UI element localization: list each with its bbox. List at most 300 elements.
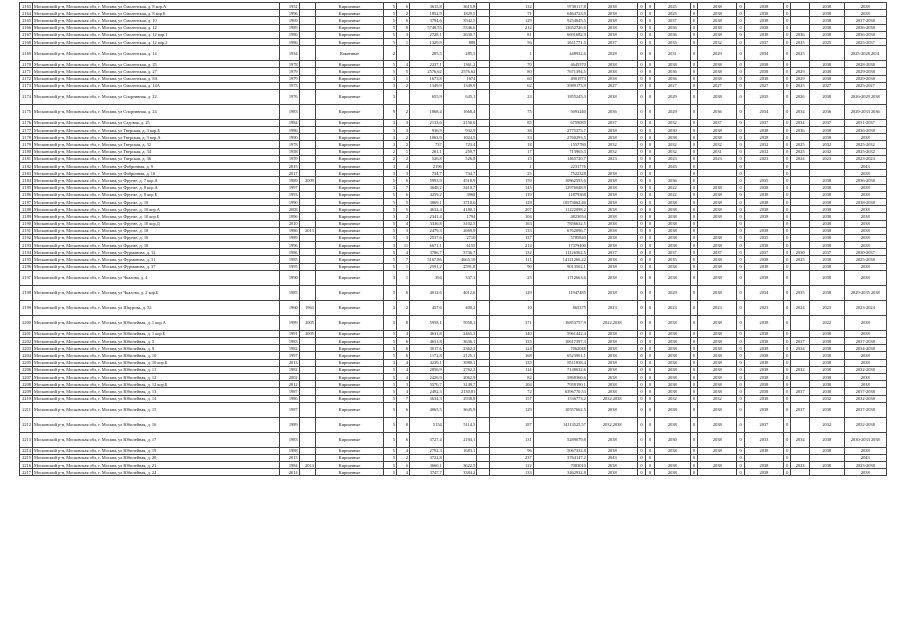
table-cell: 0 [637,17,646,24]
table-cell: 2032 [654,148,690,155]
table-cell [443,454,477,461]
table-row [20,447,887,454]
table-cell: 1984 [280,119,300,126]
table-cell [477,462,490,469]
table-cell: 2038 [844,469,886,476]
table-cell: 0 [637,68,646,75]
table-cell: 1983 [280,338,300,345]
table-cell [809,46,844,61]
table-cell: 2029-2038 [844,68,886,75]
table-cell: 2037-2038 [844,338,886,345]
table-cell: 2043 [587,454,637,461]
table-cell: 4518,9 [443,177,477,184]
table-cell: 168 [490,352,533,359]
table-cell [299,38,315,45]
table-cell: 2038 [809,75,844,82]
table-cell: 3 [397,227,410,234]
table-cell: 0 [637,388,646,395]
table-cell: 2036 [654,75,690,82]
table-cell: 2013 [280,359,300,366]
table-cell: 457,6 [410,300,444,315]
table-cell: 2037-2038 [844,17,886,24]
table-cell: 4 [397,61,410,68]
address-cell: Московский р-н, Московская обл, г. Москва, ул Спортивная, д. 24 [33,104,280,119]
table-cell: 2204 [20,352,33,359]
table-cell: 0 [637,24,646,31]
table-cell: 2038 [844,220,886,227]
table-cell: 3149,7 [443,381,477,388]
table-cell: 2038 [809,213,844,220]
table-cell [791,24,809,31]
table-cell: 2038 [654,198,690,205]
table-row [20,242,887,249]
table-cell: 6671,1 [410,242,444,249]
address-cell: Московский р-н, Московская обл, г. Москва, ул Юбилейная, д. 20 [33,454,280,461]
table-cell [477,213,490,220]
table-cell: 23 [490,89,533,104]
table-cell: 2023 [587,155,637,162]
table-cell [791,206,809,213]
table-cell: 2038 [744,206,783,213]
table-cell: 2030-2033 2038 [844,432,886,447]
table-cell: 0 [646,198,655,205]
table-cell: 2 [397,300,410,315]
table-cell: Кирпичные [315,148,383,155]
table-cell: 6 [397,17,410,24]
table-row [20,141,887,148]
table-cell: 4180,1 [443,206,477,213]
table-cell: 2362,2 [443,345,477,352]
table-cell: 2176 [20,119,33,126]
table-cell: 0 [690,61,698,68]
table-cell [809,170,844,177]
table-row [20,270,887,285]
table-cell: 936,9 [410,127,444,134]
table-cell: 0 [783,315,791,330]
table-cell: 0 [637,300,646,315]
table-cell: 85 [490,119,533,126]
table-cell: 0 [783,395,791,402]
table-cell: 2217 [20,469,33,476]
table-cell: 6 [397,3,410,10]
table-cell [477,402,490,417]
table-cell: 5785840 [533,234,587,241]
table-cell: 0 [690,270,698,285]
table-cell: 2015 [280,163,300,170]
table-cell: 0 [737,234,745,241]
table-cell: 448932,6 [533,46,587,61]
address-cell: Московский р-н, Московская обл, г. Москва, ул Смоленская, д. 12 кор.1 [33,31,280,38]
table-cell: 2032 [809,141,844,148]
table-cell: 0 [637,177,646,184]
table-cell: 4065,5 [410,402,444,417]
table-cell: 2038 [844,263,886,270]
table-cell: 5 [384,38,397,45]
table-cell: 159 [490,177,533,184]
table-cell: 2038 [809,206,844,213]
table-cell: 1 [490,46,533,61]
table-cell [299,24,315,31]
table-cell: 3542,5 [443,17,477,24]
table-row [20,198,887,205]
address-cell: Московский р-н, Московская обл, г. Москва, ул Смоленская, д. 14 [33,46,280,61]
table-cell: 3989173,9 [533,82,587,89]
table-cell: 4 [397,359,410,366]
table-cell [299,206,315,213]
table-cell [299,127,315,134]
table-cell [791,220,809,227]
table-cell: 2026 [791,89,809,104]
table-cell: 5 [384,234,397,241]
table-cell: Кирпичные [315,432,383,447]
table-cell: 0 [737,3,745,10]
table-cell: 1987 [280,402,300,417]
table-cell: 1361,2 [443,61,477,68]
table-cell: 0 [737,46,745,61]
table-cell: 90 [490,263,533,270]
table-cell: 6523901,1 [533,352,587,359]
table-cell: 2038 [844,227,886,234]
address-cell: Московский р-н, Московская обл, г. Москва, ул Фрунзе, д. 16 [33,234,280,241]
table-cell: 2038 [698,234,737,241]
table-cell: 4 [397,249,410,256]
table-cell: 2231776 [533,163,587,170]
table-cell: 2038 [587,432,637,447]
table-cell: 2038 [654,373,690,380]
table-cell: 1982 [280,366,300,373]
table-row [20,177,887,184]
table-cell: 2198 [20,285,33,300]
address-cell: Московский р-н, Московская обл, г. Москва, ул Юбилейная, д. 1 кор.А [33,315,280,330]
address-cell: Московский р-н, Московская обл, г. Москва, ул Юбилейная, д. 12 кор.Б [33,381,280,388]
table-cell: 2027 [698,82,737,89]
table-cell: 0 [646,462,655,469]
table-cell: 1989 [280,24,300,31]
table-cell: 0 [690,388,698,395]
table-cell: 3722,8 [410,454,444,461]
table-cell: 187 [490,417,533,432]
table-cell: 0 [637,330,646,337]
table-cell: 2038 [654,462,690,469]
table-cell [299,234,315,241]
table-cell [477,249,490,256]
table-cell: 2038 [744,24,783,31]
table-cell [791,454,809,461]
table-cell: 10 [490,300,533,315]
table-cell: Кирпичные [315,352,383,359]
table-cell: 0 [637,352,646,359]
table-cell: 2038 [809,3,844,10]
table-cell: 737 [410,141,444,148]
table-cell: 2037 [791,338,809,345]
table-cell: 2576,62 [443,68,477,75]
address-cell: Московский р-н, Московская обл, г. Москва, ул Юбилейная, д. 12 [33,373,280,380]
table-cell: 1 [397,148,410,155]
table-cell: 2205 [20,359,33,366]
table-cell: 2038 [698,263,737,270]
table-cell [477,61,490,68]
address-cell: Московский р-н, Московская обл, г. Москва, ул Фрунзе, д. 10 кор.Д [33,220,280,227]
table-cell: 0 [737,17,745,24]
table-cell: 3 [397,170,410,177]
table-row [20,373,887,380]
table-cell: 0 [637,402,646,417]
table-cell: 6 [397,338,410,345]
table-cell: 2038 [744,68,783,75]
table-cell: 0 [690,469,698,476]
table-cell: 2023-2024 [844,300,886,315]
address-cell: Московский р-н, Московская обл, г. Москва, ул Смоленская, д. 27 [33,68,280,75]
table-cell: 2032 [809,395,844,402]
table-cell: 6464723,9 [533,10,587,17]
table-cell: 0 [637,89,646,104]
table-cell [299,417,315,432]
table-cell: 2037 [744,417,783,432]
table-row [20,17,887,24]
table-cell: 1673,8 [410,75,444,82]
table-row [20,38,887,45]
table-cell [299,155,315,162]
table-cell: 10557662,5 [533,402,587,417]
table-cell: 16853757,9 [533,315,587,330]
table-cell [477,191,490,198]
table-cell: 2037-2038 [844,402,886,417]
table-cell [477,89,490,104]
table-cell: 0 [783,242,791,249]
table-cell: 0 [646,359,655,366]
table-cell: 0 [646,234,655,241]
table-cell: 133 [490,227,533,234]
table-cell [299,381,315,388]
table-cell: 2038 [587,285,637,300]
table-cell: 4645570 [533,61,587,68]
table-cell: 2038 [809,17,844,24]
table-cell: Кирпичные [315,104,383,119]
table-cell: 2025-2032 [844,148,886,155]
table-cell: 2038 [587,234,637,241]
table-cell: 0 [637,198,646,205]
table-cell [791,177,809,184]
table-cell: 5 [384,285,397,300]
table-row [20,263,887,270]
table-cell: 2630,7 [443,31,477,38]
table-cell [791,330,809,337]
table-cell: 5958,1 [443,315,477,330]
table-cell: Кирпичные [315,263,383,270]
address-cell: Московский р-н, Московская обл, г. Москва, ул Юбилейная, д. 15 [33,402,280,417]
table-cell: 2038 [654,134,690,141]
table-cell: 3 [397,127,410,134]
table-cell: 0 [783,170,791,177]
table-cell: 2038 [587,24,637,31]
table-cell [477,148,490,155]
table-cell: Кирпичные [315,68,383,75]
table-cell: 2030-2037 [844,249,886,256]
table-cell: 0 [646,184,655,191]
table-cell [791,184,809,191]
table-cell: 2038 [654,338,690,345]
table-cell: 526,8 [410,155,444,162]
table-cell [477,388,490,395]
table-cell: 0 [646,155,655,162]
table-cell [443,163,477,170]
table-cell: 2032 [791,366,809,373]
table-cell: 0 [783,454,791,461]
table-cell [299,395,315,402]
table-cell: 0 [737,249,745,256]
table-cell: 38 [490,127,533,134]
table-cell: 0 [690,381,698,388]
table-cell: 2038 [654,381,690,388]
table-cell: 888 [443,38,477,45]
table-cell: 2028-2038 [844,61,886,68]
table-cell: 3384,2 [443,469,477,476]
table-cell: 2038 [744,373,783,380]
table-cell: 111 [490,256,533,263]
table-cell: 2038 [844,330,886,337]
table-cell: 2025-2028 2031 [844,46,886,61]
table-cell: 5 [384,68,397,75]
table-cell: 0 [690,184,698,191]
table-cell: 2038 [844,184,886,191]
table-cell: 1985 [280,256,300,263]
table-cell: 0 [690,220,698,227]
table-cell: 4632,4 [410,206,444,213]
table-cell: 0 [637,417,646,432]
table-cell: 1993 [280,191,300,198]
address-cell: Московский р-н, Московская обл, г. Москва, ул Фрунзе, д. 18 [33,227,280,234]
table-cell: 2038 [809,220,844,227]
table-row [20,285,887,300]
address-cell: Московский р-н, Московская обл, г. Москва, ул Фрунзе, д. 8 кор.Б [33,191,280,198]
table-cell: 2164 [20,10,33,17]
table-cell: 1990 [280,134,300,141]
table-cell: 0 [646,46,655,61]
table-cell: 0 [690,104,698,119]
table-cell: 82 [490,373,533,380]
table-cell: 0 [737,227,745,234]
table-cell: 2025 [791,148,809,155]
table-cell [477,220,490,227]
table-cell: 1852,9 [410,10,444,17]
table-cell: 2036 [654,68,690,75]
table-cell: 2023 [654,300,690,315]
table-cell: 2025-2032 [844,141,886,148]
table-cell: 2032 [809,417,844,432]
table-cell: 0 [637,381,646,388]
table-cell: 5 [384,395,397,402]
table-cell: 3710,6 [443,198,477,205]
table-cell: 6691682,9 [533,31,587,38]
table-cell: 2036 [791,31,809,38]
table-cell: 2209 [20,388,33,395]
table-cell [698,469,737,476]
table-cell: 2043 [844,454,886,461]
table-cell: 3017,6 [410,345,444,352]
table-cell: 2034 [744,46,783,61]
table-row [20,213,887,220]
table-cell: 2038 [654,61,690,68]
table-cell: 2032 [698,395,737,402]
table-cell [477,285,490,300]
table-cell: 2177 [20,127,33,134]
table-cell [698,220,737,227]
table-cell: 2012 [280,381,300,388]
table-cell: 2022 [809,315,844,330]
table-cell [477,177,490,184]
table-cell [299,447,315,454]
table-cell: 2034 [744,285,783,300]
table-cell: 0 [737,170,745,177]
table-cell: 0 [737,359,745,366]
table-cell: 2537,6 [410,234,444,241]
address-cell: Московский р-н, Московская обл, г. Москва, ул Тверская, д. 34 [33,148,280,155]
table-cell: 163 [490,220,533,227]
table-cell: Кирпичные [315,177,383,184]
table-cell: 1978 [280,61,300,68]
table-cell: 3 [384,213,397,220]
table-cell: 5 [384,432,397,447]
table-cell: 2032 [654,119,690,126]
table-cell: 655,9 [410,89,444,104]
table-cell: 2030 [654,127,690,134]
table-cell: 2038 [744,330,783,337]
table-cell: 2038 [744,61,783,68]
table-cell: 2038 [587,447,637,454]
table-cell: 5 [384,402,397,417]
table-cell: 1996 [280,242,300,249]
table-cell [791,10,809,17]
table-cell [299,352,315,359]
table-cell: 2032,2038 [587,417,637,432]
table-cell: 0 [646,89,655,104]
table-cell: Кирпичные [315,206,383,213]
table-cell: 2034 [791,432,809,447]
table-cell: Кирпичные [315,462,383,469]
table-cell: 2028 [587,46,637,61]
table-cell [791,381,809,388]
table-cell [299,31,315,38]
table-cell: 0 [646,220,655,227]
table-cell: 2194,1 [443,432,477,447]
table-cell: 1063,9 [410,134,444,141]
table-cell: 3968 [443,191,477,198]
table-cell [587,163,637,170]
table-cell: 2206 [20,366,33,373]
table-cell: 1997 [280,184,300,191]
table-cell [791,352,809,359]
table-cell [791,198,809,205]
table-cell: 0 [646,395,655,402]
table-cell: 3 [384,300,397,315]
table-cell: 0 [783,155,791,162]
table-cell: 1990 [280,270,300,285]
table-cell: 0 [646,256,655,263]
table-cell: 2038 [809,388,844,395]
table-cell: 2179 [20,141,33,148]
table-cell [791,373,809,380]
table-cell: 0 [737,447,745,454]
table-cell: 0 [637,432,646,447]
table-cell: 0 [637,119,646,126]
table-cell: 2038 [698,345,737,352]
address-cell: Московский р-н, Московская обл, г. Москва, ул Чкалова, д. 2 кор.Б [33,285,280,300]
table-cell: Кирпичные [315,395,383,402]
table-cell: 2038 [587,127,637,134]
table-cell: 2038 [654,213,690,220]
table-cell: 5 [384,462,397,469]
table-cell: 5 [397,198,410,205]
